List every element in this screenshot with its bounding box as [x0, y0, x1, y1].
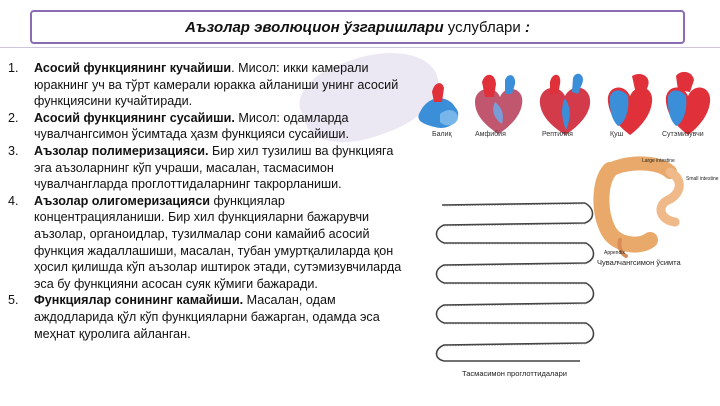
label-large-intestine: Large intestine — [642, 158, 675, 164]
item-number: 1. — [8, 61, 19, 75]
item-text: Масалан, одам аждодларида қўл кўп функцияларни бажарган, одамда эса меҳнат қуролига айланган. — [34, 293, 380, 341]
item-number: 3. — [8, 143, 19, 158]
item-number: 5. — [8, 293, 19, 308]
item-heading: Аъзолар полимеризацияси. — [34, 143, 209, 158]
list-item — [8, 143, 403, 193]
title-normal: услублари — [443, 18, 525, 36]
label-appendix: Appendix — [604, 250, 625, 256]
heart-label-fish: Балиқ — [432, 131, 452, 138]
item-text: Мисол: одамларда чувалчангсимон ўсимтада ҳазм функцияси сусайиши. — [34, 110, 349, 142]
title-bold: Аъзолар эволюцион ўзгаришлари — [185, 18, 444, 36]
page-title — [185, 19, 530, 36]
heart-label-amphibian: Амфибия — [475, 131, 506, 138]
item-text: . Мисол: икки камерали юракнинг уч ва тўрт камерали юракка айланиши унинг асосий функциясини кучайтиради. — [34, 61, 399, 109]
fish-heart-icon — [418, 83, 458, 128]
list-item — [8, 110, 403, 143]
item-heading: Асосий функциянинг кучайиши — [34, 61, 232, 75]
list-item — [8, 193, 403, 293]
item-text: функциялар концентрацияланиши. Бир хил функцияларни бажарувчи аъзолар, органоидлар, тузилмалар сони камайиб асосий функция жадаллашиши, масалан, тубан умуртқалиларда қон ҳосил қилишда кўп аъзолар иштирок этади, сутэмизувчиларда эса бу функцияни асосан суяк кўмиги бажаради. — [34, 193, 402, 291]
bird-heart-icon — [608, 74, 652, 135]
item-text: Бир хил тузилиш ва функцияга эга аъзоларнинг кўп учраши, масалан, тасмасимон чувалчангларда проглоттидаларнинг такрорланиши. — [34, 143, 394, 192]
item-heading: Асосий функциянинг сусайиши. — [34, 110, 235, 125]
heart-label-bird: Қуш — [610, 131, 624, 138]
points-list — [8, 60, 403, 342]
title-banner — [30, 10, 685, 44]
intestine-caption: Чувалчангсимон ўсимта — [597, 258, 681, 267]
item-number: 4. — [8, 193, 19, 208]
list-item — [8, 60, 403, 110]
tapeworm-caption: Тасмасимон проглоттидалари — [462, 369, 567, 378]
amphibian-heart-icon — [475, 75, 522, 134]
mammal-heart-icon — [666, 72, 710, 135]
intestine-illustration — [590, 150, 719, 260]
item-heading: Функциялар сонининг камайиши. — [34, 293, 244, 308]
heart-label-mammal: Сутэмизувчи — [662, 131, 704, 138]
item-number: 2. — [8, 110, 19, 125]
tapeworm-illustration — [430, 195, 600, 365]
heart-label-reptile: Рептилия — [542, 131, 573, 138]
heart-labels — [410, 131, 715, 143]
divider — [0, 47, 720, 48]
label-small-intestine: Small intestine — [686, 176, 719, 182]
list-item — [8, 292, 403, 342]
title-colon: : — [524, 18, 530, 36]
item-heading: Аъзолар олигомеризацияси — [34, 193, 210, 208]
reptile-heart-icon — [540, 74, 590, 135]
